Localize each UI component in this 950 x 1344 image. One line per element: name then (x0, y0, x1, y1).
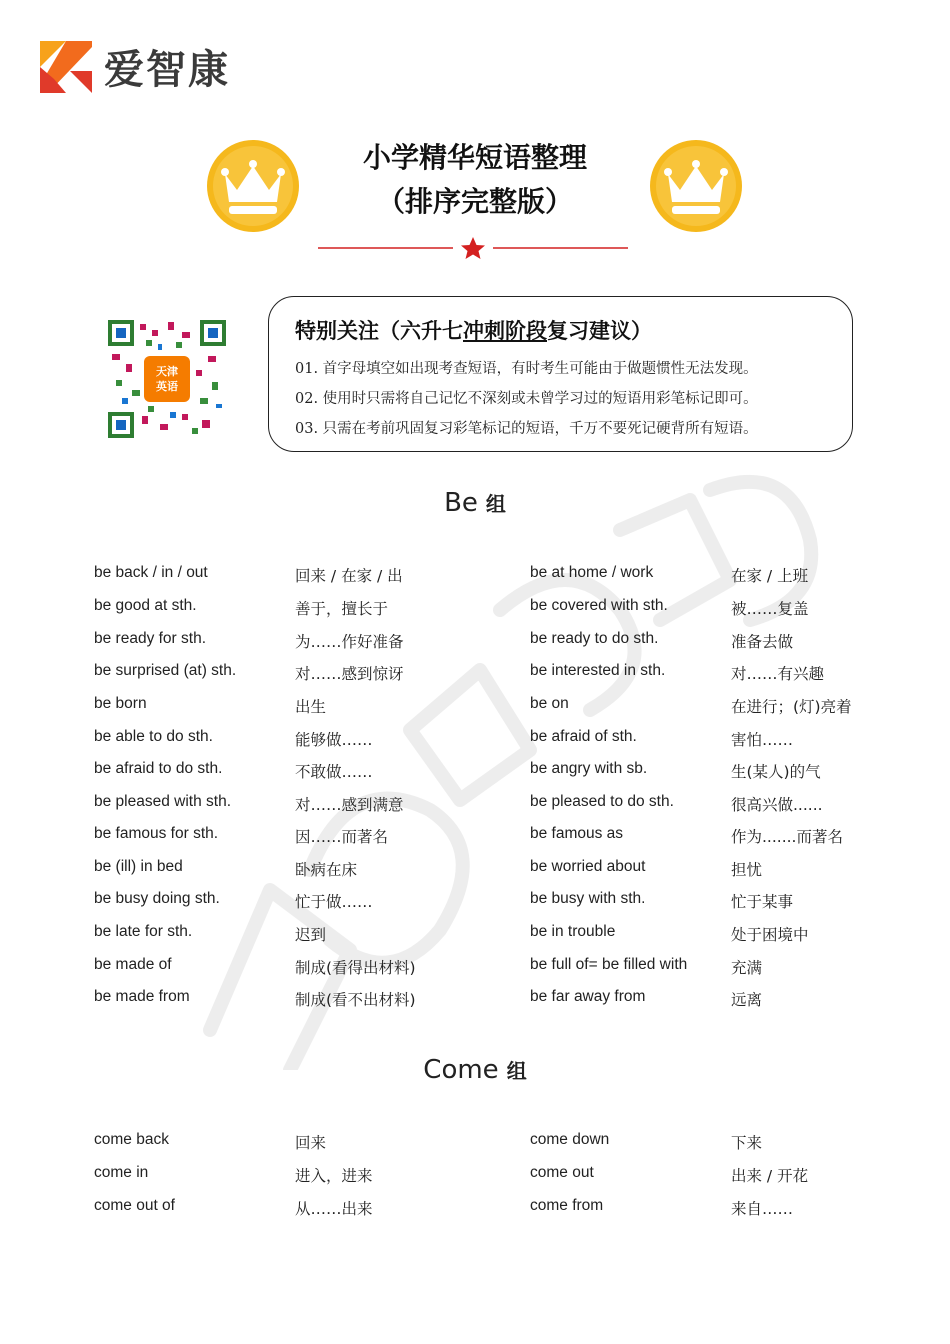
phrase: be covered with sth. (530, 597, 668, 614)
table-row (0, 923, 950, 947)
table-row (0, 858, 950, 882)
notice-line: 03. 只需在考前巩固复习彩笔标记的短语，千万不要死记硬背所有短语。 (295, 421, 758, 437)
phrase: be interested in sth. (530, 662, 666, 679)
notice-line: 02. 使用时只需将自己记忆不深刻或未曾学习过的短语用彩笔标记即可。 (295, 391, 758, 407)
phrase: be afraid to do sth. (94, 760, 223, 777)
phrase: come down (530, 1131, 610, 1148)
meaning: 忙于做…… (295, 893, 373, 911)
phrase: be pleased with sth. (94, 793, 232, 810)
meaning: 能够做…… (295, 731, 373, 749)
phrase: be famous as (530, 825, 624, 842)
phrase: be famous for sth. (94, 825, 219, 842)
phrase: be full of= be filled with (530, 956, 688, 973)
notice-title (295, 315, 652, 345)
meaning: 因……而著名 (295, 828, 389, 846)
meaning: 担忧 (731, 861, 763, 879)
meaning: 被……复盖 (731, 600, 809, 618)
phrase: be good at sth. (94, 597, 197, 614)
logo-text: 爱智康 (104, 47, 230, 93)
table-row (0, 630, 950, 654)
phrase: come out of (94, 1197, 175, 1214)
phrase: be busy with sth. (530, 890, 646, 907)
phrase: be in trouble (530, 923, 616, 940)
meaning: 制成(看得出材料) (295, 959, 416, 977)
meaning: 生(某人)的气 (731, 763, 821, 781)
meaning: 从……出来 (295, 1200, 373, 1218)
meaning: 害怕…… (731, 731, 794, 749)
meaning: 在家 / 上班 (731, 567, 809, 585)
table-row (0, 695, 950, 719)
phrase: be ready to do sth. (530, 630, 659, 647)
table-row (0, 564, 950, 588)
meaning: 对……有兴趣 (731, 665, 825, 683)
page-subtitle: （排序完整版） (376, 185, 573, 218)
meaning: 善于，擅长于 (295, 600, 389, 618)
section-title-come (0, 1055, 950, 1085)
table-row (0, 988, 950, 1012)
phrase: be far away from (530, 988, 646, 1005)
brand-logo (40, 38, 230, 95)
section-title-be (0, 488, 950, 518)
table-row (0, 890, 950, 914)
section-title-text: Come (423, 1055, 499, 1085)
table-row (0, 1197, 950, 1221)
meaning: 出生 (295, 698, 327, 716)
table-row (0, 1164, 950, 1188)
meaning: 迟到 (295, 926, 327, 944)
phrase: be ready for sth. (94, 630, 207, 647)
phrase: be afraid of sth. (530, 728, 637, 745)
meaning: 不敢做…… (295, 763, 373, 781)
phrase: be pleased to do sth. (530, 793, 674, 810)
notice-title-underlined: 冲刺阶段 (463, 318, 547, 343)
table-row (0, 825, 950, 849)
meaning: 对……感到惊讶 (295, 665, 404, 683)
table-row (0, 956, 950, 980)
meaning: 忙于某事 (731, 893, 794, 911)
notice-box (268, 296, 853, 452)
notice-line: 01. 首字母填空如出现考查短语，有时考生可能由于做题惯性无法发现。 (295, 361, 758, 377)
phrase: be made from (94, 988, 190, 1005)
section-title-suffix: 组 (485, 492, 506, 516)
meaning: 制成(看不出材料) (295, 991, 416, 1009)
page-title: 小学精华短语整理 (362, 141, 587, 174)
notice-title-post: 复习建议） (547, 318, 652, 343)
meaning: 远离 (731, 991, 763, 1009)
meaning: 进入，进来 (295, 1167, 373, 1185)
phrase: be angry with sb. (530, 760, 648, 777)
meaning: 对……感到满意 (295, 796, 404, 814)
phrase: be born (94, 695, 147, 712)
phrase: be late for sth. (94, 923, 193, 940)
notice-title-pre: 特别关注（六升七 (295, 318, 463, 343)
phrase: be at home / work (530, 564, 654, 581)
section-title-text: Be (444, 488, 478, 518)
phrase: be made of (94, 956, 172, 973)
table-row (0, 1131, 950, 1155)
meaning: 来自…… (731, 1200, 794, 1218)
meaning: 回来 / 在家 / 出 (295, 567, 403, 585)
qr-code-icon (108, 320, 226, 438)
meaning: 充满 (731, 959, 763, 977)
meaning: 处于困境中 (731, 926, 809, 944)
meaning: 为……作好准备 (295, 633, 404, 651)
table-row (0, 760, 950, 784)
phrase: be on (530, 695, 569, 712)
phrase: come out (530, 1164, 594, 1181)
meaning: 作为.......而著名 (731, 828, 843, 846)
phrase: be surprised (at) sth. (94, 662, 237, 679)
meaning: 很高兴做...... (731, 796, 823, 814)
meaning: 准备去做 (731, 633, 794, 651)
phrase: come back (94, 1131, 169, 1148)
phrase: come in (94, 1164, 149, 1181)
phrase: be worried about (530, 858, 646, 875)
meaning: 出来 / 开花 (731, 1167, 809, 1185)
star-divider (318, 236, 628, 260)
phrase: come from (530, 1197, 604, 1214)
table-row (0, 662, 950, 686)
star-icon (461, 237, 485, 259)
logo-mark-icon (40, 41, 92, 93)
table-row (0, 728, 950, 752)
meaning: 卧病在床 (295, 861, 358, 879)
qr-label-2: 英语 (156, 380, 178, 393)
section-title-suffix: 组 (506, 1059, 527, 1083)
meaning: 在进行；(灯)亮着 (731, 698, 852, 716)
phrase: be back / in / out (94, 564, 208, 581)
qr-label-1: 天津 (156, 365, 178, 378)
meaning: 下来 (731, 1134, 763, 1152)
meaning: 回来 (295, 1134, 327, 1152)
phrase: be (ill) in bed (94, 858, 183, 875)
table-row (0, 793, 950, 817)
table-row (0, 597, 950, 621)
phrase: be able to do sth. (94, 728, 213, 745)
phrase: be busy doing sth. (94, 890, 220, 907)
